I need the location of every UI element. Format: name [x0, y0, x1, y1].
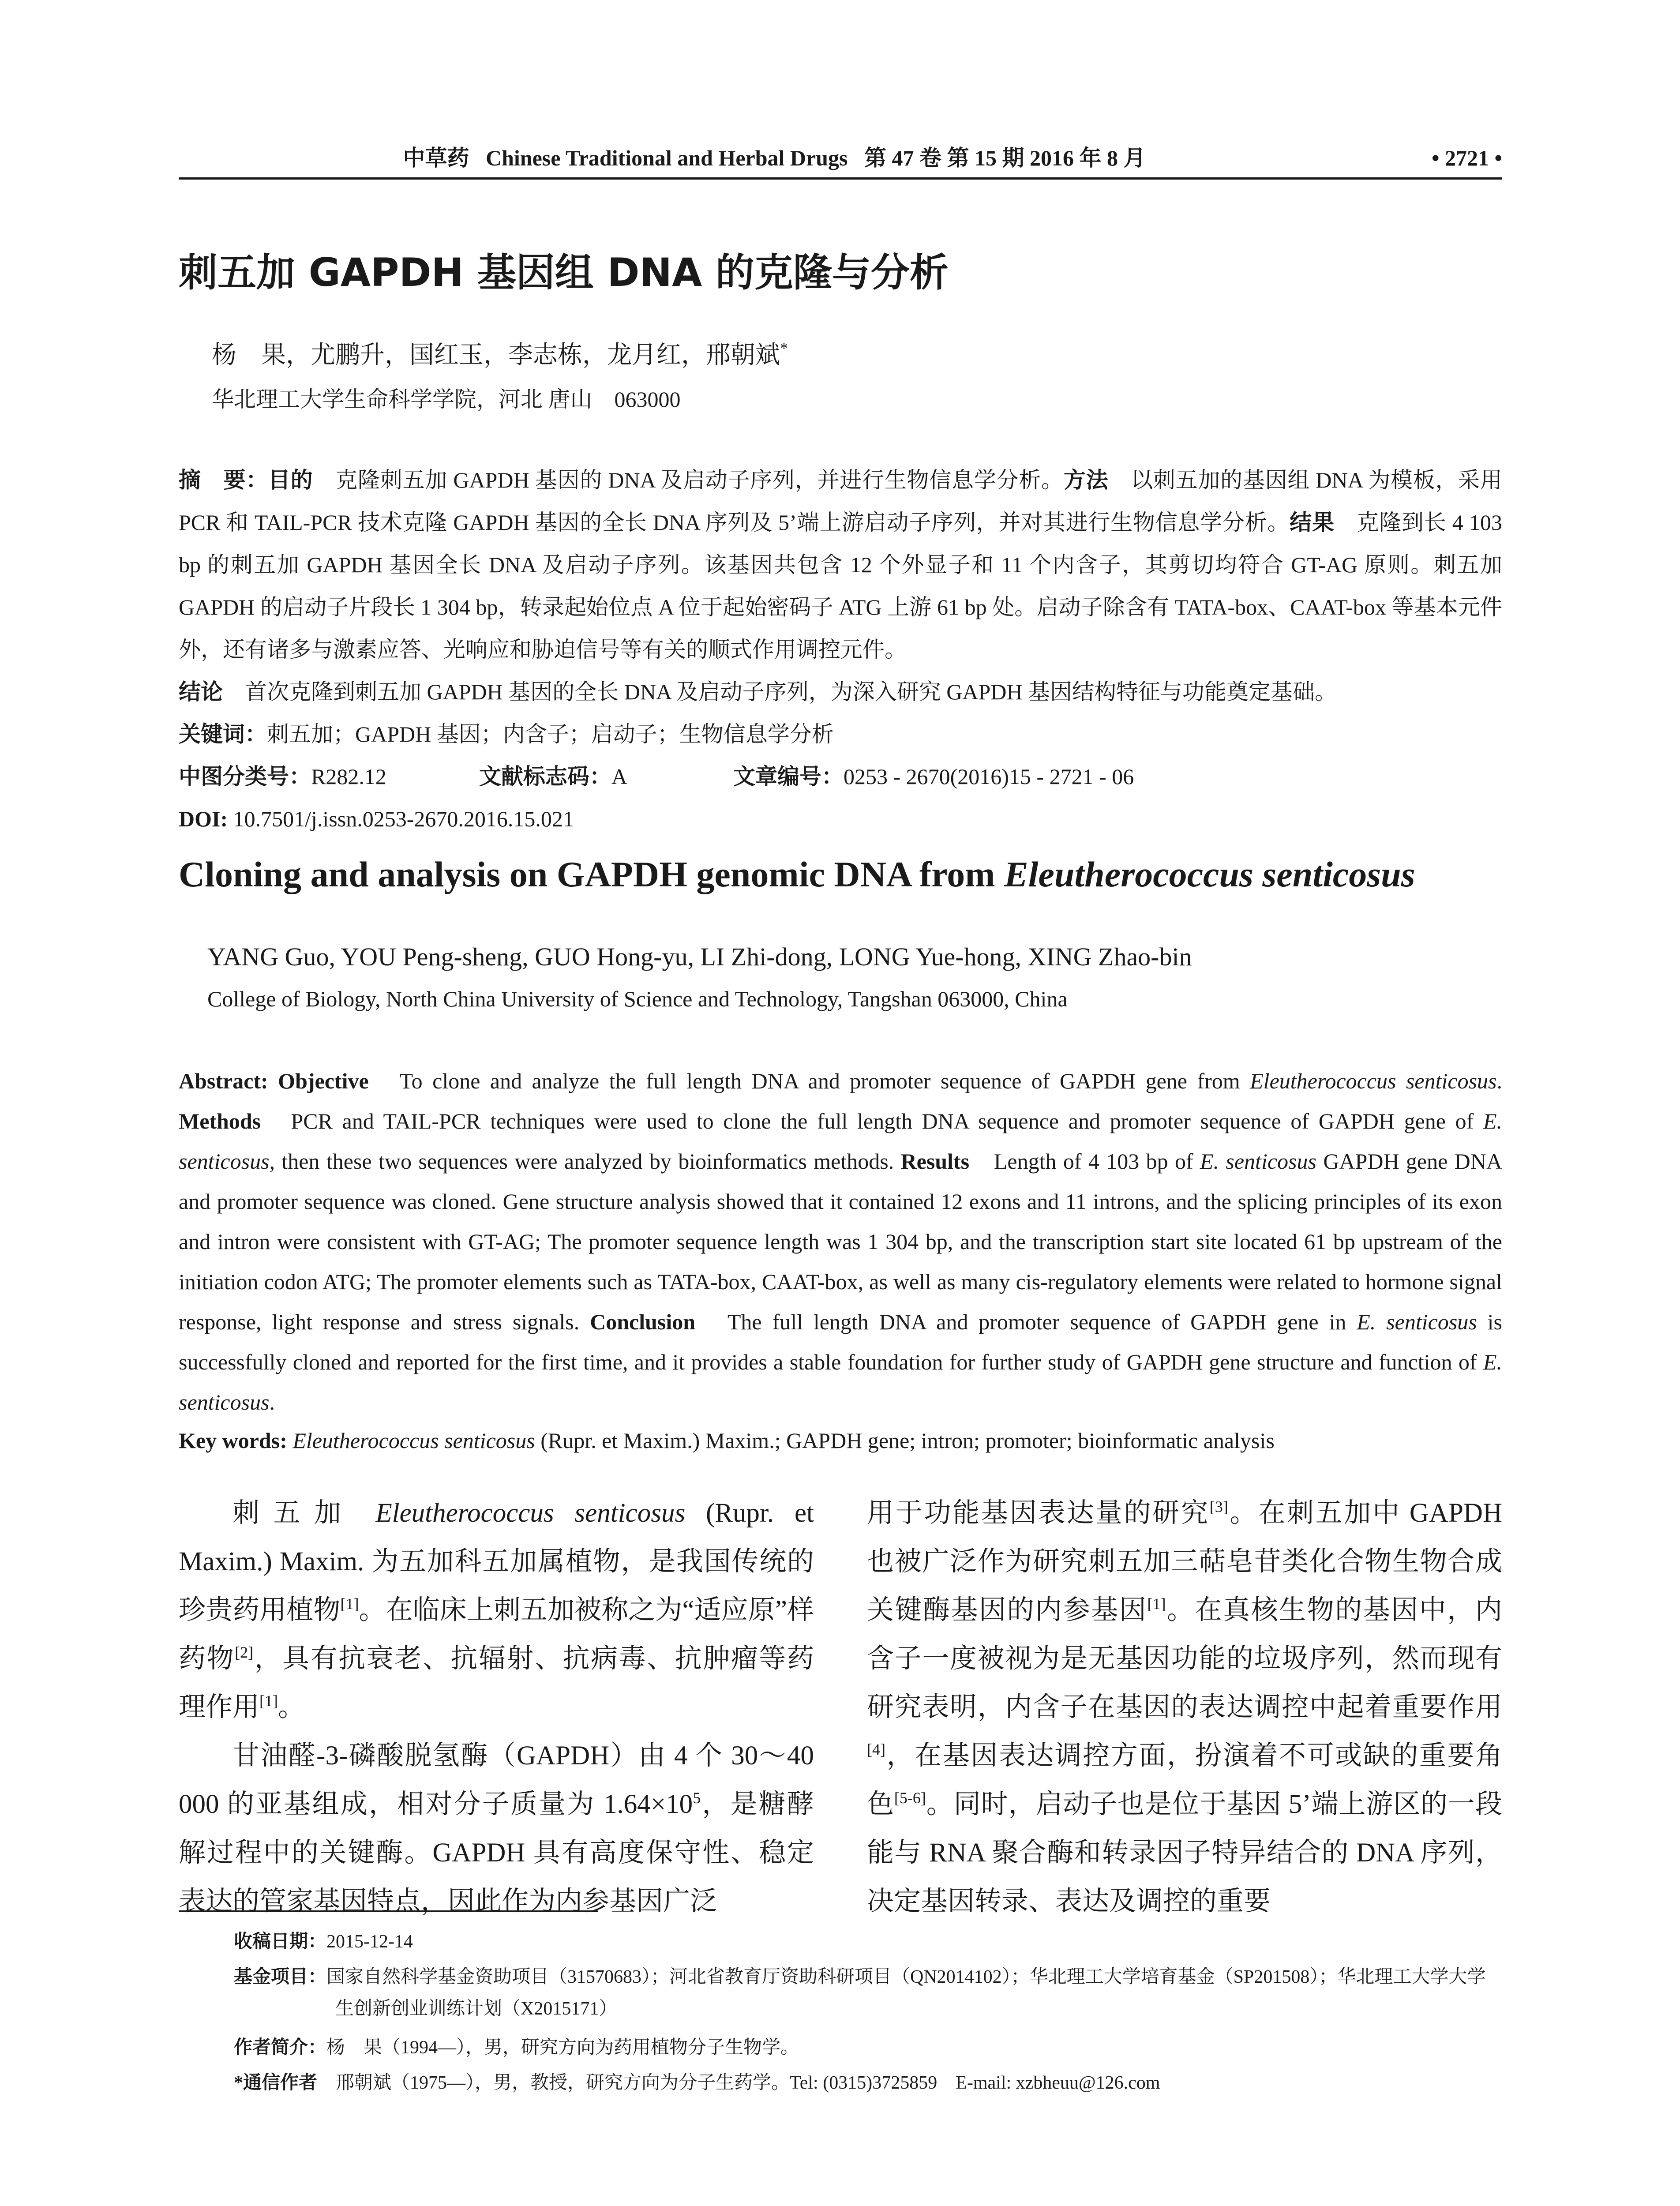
abstract-zh-objective-label: 目的	[268, 467, 313, 493]
abstract-zh-conclusion-label: 结论	[179, 679, 223, 705]
body-text: 。	[278, 1692, 305, 1722]
abstract-en-results: Length of 4 103 bp of	[969, 1149, 1200, 1174]
abstract-zh-conclusion: 首次克隆到刺五加 GAPDH 基因的全长 DNA 及启动子序列，为深入研究 GAPDH 基因结构特征与功能奠定基础。	[223, 679, 1337, 704]
article-number-value: 0253 - 2670(2016)15 - 2721 - 06	[843, 764, 1134, 789]
citation-ref[interactable]: [4]	[867, 1741, 885, 1758]
body-text: (Rupr. et Maxim.) Maxim. 为五加科五加属植物，是我国传统的珍贵药用植物	[179, 1498, 814, 1625]
clc-label: 中图分类号：	[179, 764, 311, 789]
abstract-zh	[179, 459, 1502, 840]
superscript: 5	[693, 1789, 701, 1807]
journal-name-en: Chinese Traditional and Herbal Drugs	[486, 146, 848, 170]
abstract-zh-objective: 克隆刺五加 GAPDH 基因的 DNA 及启动子序列，并进行生物信息学分析。	[313, 468, 1064, 492]
abstract-zh-methods: 以刺五加的基因组 DNA 为模板，采用 PCR 和 TAIL-PCR 技术克隆 GAPDH 基因的全长 DNA 序列及 5’端上游启动子序列，并对其进行生物信息学分析。	[179, 468, 1502, 535]
journal-issue: 第 47 卷 第 15 期 2016 年 8 月	[864, 146, 1146, 170]
title-en	[179, 854, 1415, 895]
footnote-label: *通信作者	[234, 2073, 318, 2093]
abstract-en-methods: PCR and TAIL-PCR techniques were used to clone the full length DNA sequence and promoter sequence of GAPDH gene of	[261, 1109, 1483, 1133]
abstract-en	[179, 1061, 1502, 1422]
abstract-en-label: Abstract: Objective	[179, 1069, 369, 1093]
footnote-text: 杨 果（1994—），男，研究方向为药用植物分子生物学。	[326, 2037, 799, 2058]
citation-ref[interactable]: [3]	[1209, 1498, 1228, 1516]
citation-ref[interactable]: [2]	[235, 1643, 254, 1661]
body-text: 甘油醛-3-磷酸脱氢酶（GAPDH）由 4 个 30～40 000 的亚基组成，相对分子质量为 1.64×10	[179, 1741, 814, 1819]
footnote-text: 国家自然科学基金资助项目（31570683）；河北省教育厅资助科研项目（QN2014102）；华北理工大学培育基金（SP201508）；华北理工大学大学生创新创业训练计划（X2015171）	[326, 1967, 1486, 2019]
header-divider	[179, 177, 1502, 180]
classification-line	[179, 764, 1134, 789]
footnote-received	[234, 1926, 1502, 1958]
abstract-en-text: GAPDH gene DNA and promoter sequence was cloned. Gene structure analysis showed that it contained 12 exons and 11 introns, and the splicing principles of its exon and intron were consistent with GT-AG; The promoter sequence length was 1 304 bp, and the transcription start site located 61 bp upstream of the initiation codon ATG; The promoter elements such as TATA-box, CAAT-box, as well as many cis-regulatory elements were related to hormone signal response, light response and stress signals.	[179, 1149, 1503, 1334]
clc-value: R282.12	[311, 764, 386, 789]
body-text: ，具有抗衰老、抗辐射、抗病毒、抗肿瘤等药理作用	[179, 1644, 814, 1722]
doc-code-value: A	[611, 764, 627, 789]
authors-zh	[212, 335, 788, 371]
title-zh: 刺五加 GAPDH 基因组 DNA 的克隆与分析	[179, 250, 949, 295]
body-text: ，是糖酵解过程中的关键酶。GAPDH 具有高度保守性、稳定表达的管家基因特点，因此作为内参基因广泛	[179, 1790, 814, 1916]
abstract-en-conclusion-label: Conclusion	[590, 1309, 696, 1334]
footnote-text: 2015-12-14	[326, 1932, 413, 1952]
affiliation-en: College of Biology, North China University of Science and Technology, Tangshan 063000, China	[207, 987, 1068, 1011]
abstract-en-species: E. senticosus	[1200, 1149, 1316, 1174]
citation-ref[interactable]: [1]	[340, 1595, 359, 1613]
abstract-en-text: .	[1496, 1069, 1503, 1093]
citation-ref[interactable]: [5-6]	[894, 1789, 926, 1807]
page-number: • 2721 •	[1431, 146, 1502, 170]
doc-code-label: 文献标志码：	[479, 764, 611, 789]
abstract-zh-results: 克隆到长 4 103 bp 的刺五加 GAPDH 基因全长 DNA 及启动子序列。该基因共包含 12 个外显子和 11 个内含子，其剪切均符合 GT-AG 原则。刺五加 GAPDH 的启动子片段长 1 304 bp，转录起始位点 A 位于起始密码子 ATG 上游 61 bp 处。启动子除含有 TATA-box、CAAT-box 等基本元件外，还有诸多与激素应答、光响应和胁迫信号等有关的顺式作用调控元件。	[179, 510, 1503, 662]
abstract-en-results-label: Results	[900, 1149, 970, 1174]
keywords-zh-label: 关键词：	[179, 721, 267, 747]
title-en-species: Eleutherococcus senticosus	[1004, 854, 1415, 894]
body-paragraph	[179, 1732, 814, 1926]
footnote-author	[234, 2032, 1502, 2063]
keywords-en	[179, 1421, 1502, 1460]
footnote-text: 邢朝斌（1975—），男，教授，研究方向为分子生药学。Tel: (0315)3725859 E-mail: xzbheuu@126.com	[317, 2073, 1160, 2093]
abstract-en-species: Eleutherococcus senticosus	[1250, 1069, 1497, 1093]
footnote-divider	[179, 1910, 598, 1912]
doi-label: DOI:	[179, 807, 228, 831]
abstract-en-text: is successfully cloned and reported for the first time, and it provides a stable foundation for further study of GAPDH gene structure and function of	[179, 1309, 1502, 1374]
keywords-zh: 刺五加；GAPDH 基因；内含子；启动子；生物信息学分析	[267, 722, 834, 747]
footnote-corresponding	[234, 2067, 1502, 2099]
article-number-label: 文章编号：	[733, 764, 844, 789]
body-paragraph	[867, 1489, 1502, 1926]
body-text: ，在基因表达调控方面，扮演着不可或缺的重要角色	[867, 1741, 1502, 1819]
title-en-text: Cloning and analysis on GAPDH genomic DNA from	[179, 854, 1005, 894]
authors-en: YANG Guo, YOU Peng-sheng, GUO Hong-yu, LI Zhi-dong, LONG Yue-hong, XING Zhao-bin	[207, 942, 1192, 971]
abstract-en-species: E. senticosus	[1357, 1309, 1477, 1334]
abstract-en-conclusion: The full length DNA and promoter sequence of GAPDH gene in	[695, 1309, 1357, 1334]
body-text: 。在临床上刺五加被称之为“适应原”样药物	[179, 1595, 814, 1673]
abstract-en-methods-label: Methods	[179, 1109, 261, 1133]
abstract-zh-label: 摘 要：	[179, 467, 269, 493]
authors-zh-names: 杨 果，尤鹏升，国红玉，李志栋，龙月红，邢朝斌	[212, 341, 780, 369]
body-text: 刺五加	[232, 1498, 376, 1528]
keywords-en-text: (Rupr. et Maxim.) Maxim.; GAPDH gene; intron; promoter; bioinformatic analysis	[535, 1428, 1275, 1453]
abstract-zh-results-label: 结果	[1290, 510, 1335, 535]
abstract-en-objective: To clone and analyze the full length DNA and promoter sequence of GAPDH gene from	[368, 1069, 1250, 1093]
body-text: 。在真核生物的基因中，内含子一度被视为是无基因功能的垃圾序列，然而现有研究表明，内含子在基因的表达调控中起着重要作用	[867, 1595, 1502, 1722]
keywords-en-species: Eleutherococcus senticosus	[292, 1428, 535, 1453]
body-text: 。在刺五加中 GAPDH 也被广泛作为研究刺五加三萜皂苷类化合物生物合成关键酶基因的内参基因	[867, 1498, 1502, 1625]
running-header	[179, 140, 1502, 176]
body-column-right	[867, 1489, 1502, 1926]
abstract-zh-methods-label: 方法	[1063, 467, 1109, 493]
keywords-en-label: Key words:	[179, 1428, 293, 1453]
footnote-label: 基金项目：	[234, 1967, 327, 1987]
citation-ref[interactable]: [1]	[259, 1692, 278, 1710]
header-journal	[179, 140, 1370, 176]
body-text: 用于功能基因表达量的研究	[867, 1498, 1210, 1528]
body-column-left	[179, 1489, 814, 1926]
body-species: Eleutherococcus senticosus	[375, 1498, 686, 1528]
affiliation-zh: 华北理工大学生命科学学院，河北 唐山 063000	[212, 387, 681, 412]
abstract-en-text: .	[269, 1390, 275, 1414]
abstract-en-species: E. senticosus	[179, 1109, 1502, 1174]
body-paragraph	[179, 1489, 814, 1732]
abstract-en-text: , then these two sequences were analyzed by bioinformatics methods.	[269, 1149, 901, 1174]
footnote-label: 作者简介：	[234, 2037, 327, 2058]
corresponding-mark: *	[780, 339, 788, 357]
journal-name-zh: 中草药	[403, 145, 469, 171]
abstract-en-species: E. senticosus	[179, 1350, 1502, 1414]
footnote-funding	[234, 1961, 1502, 2025]
citation-ref[interactable]: [1]	[1147, 1595, 1166, 1613]
footnote-label: 收稿日期：	[234, 1932, 327, 1952]
body-text: 。同时，启动子也是位于基因 5’端上游区的一段能与 RNA 聚合酶和转录因子特异结合的 DNA 序列，决定基因转录、表达及调控的重要	[867, 1790, 1502, 1916]
doi-value[interactable]: 10.7501/j.issn.0253-2670.2016.15.021	[228, 807, 574, 831]
